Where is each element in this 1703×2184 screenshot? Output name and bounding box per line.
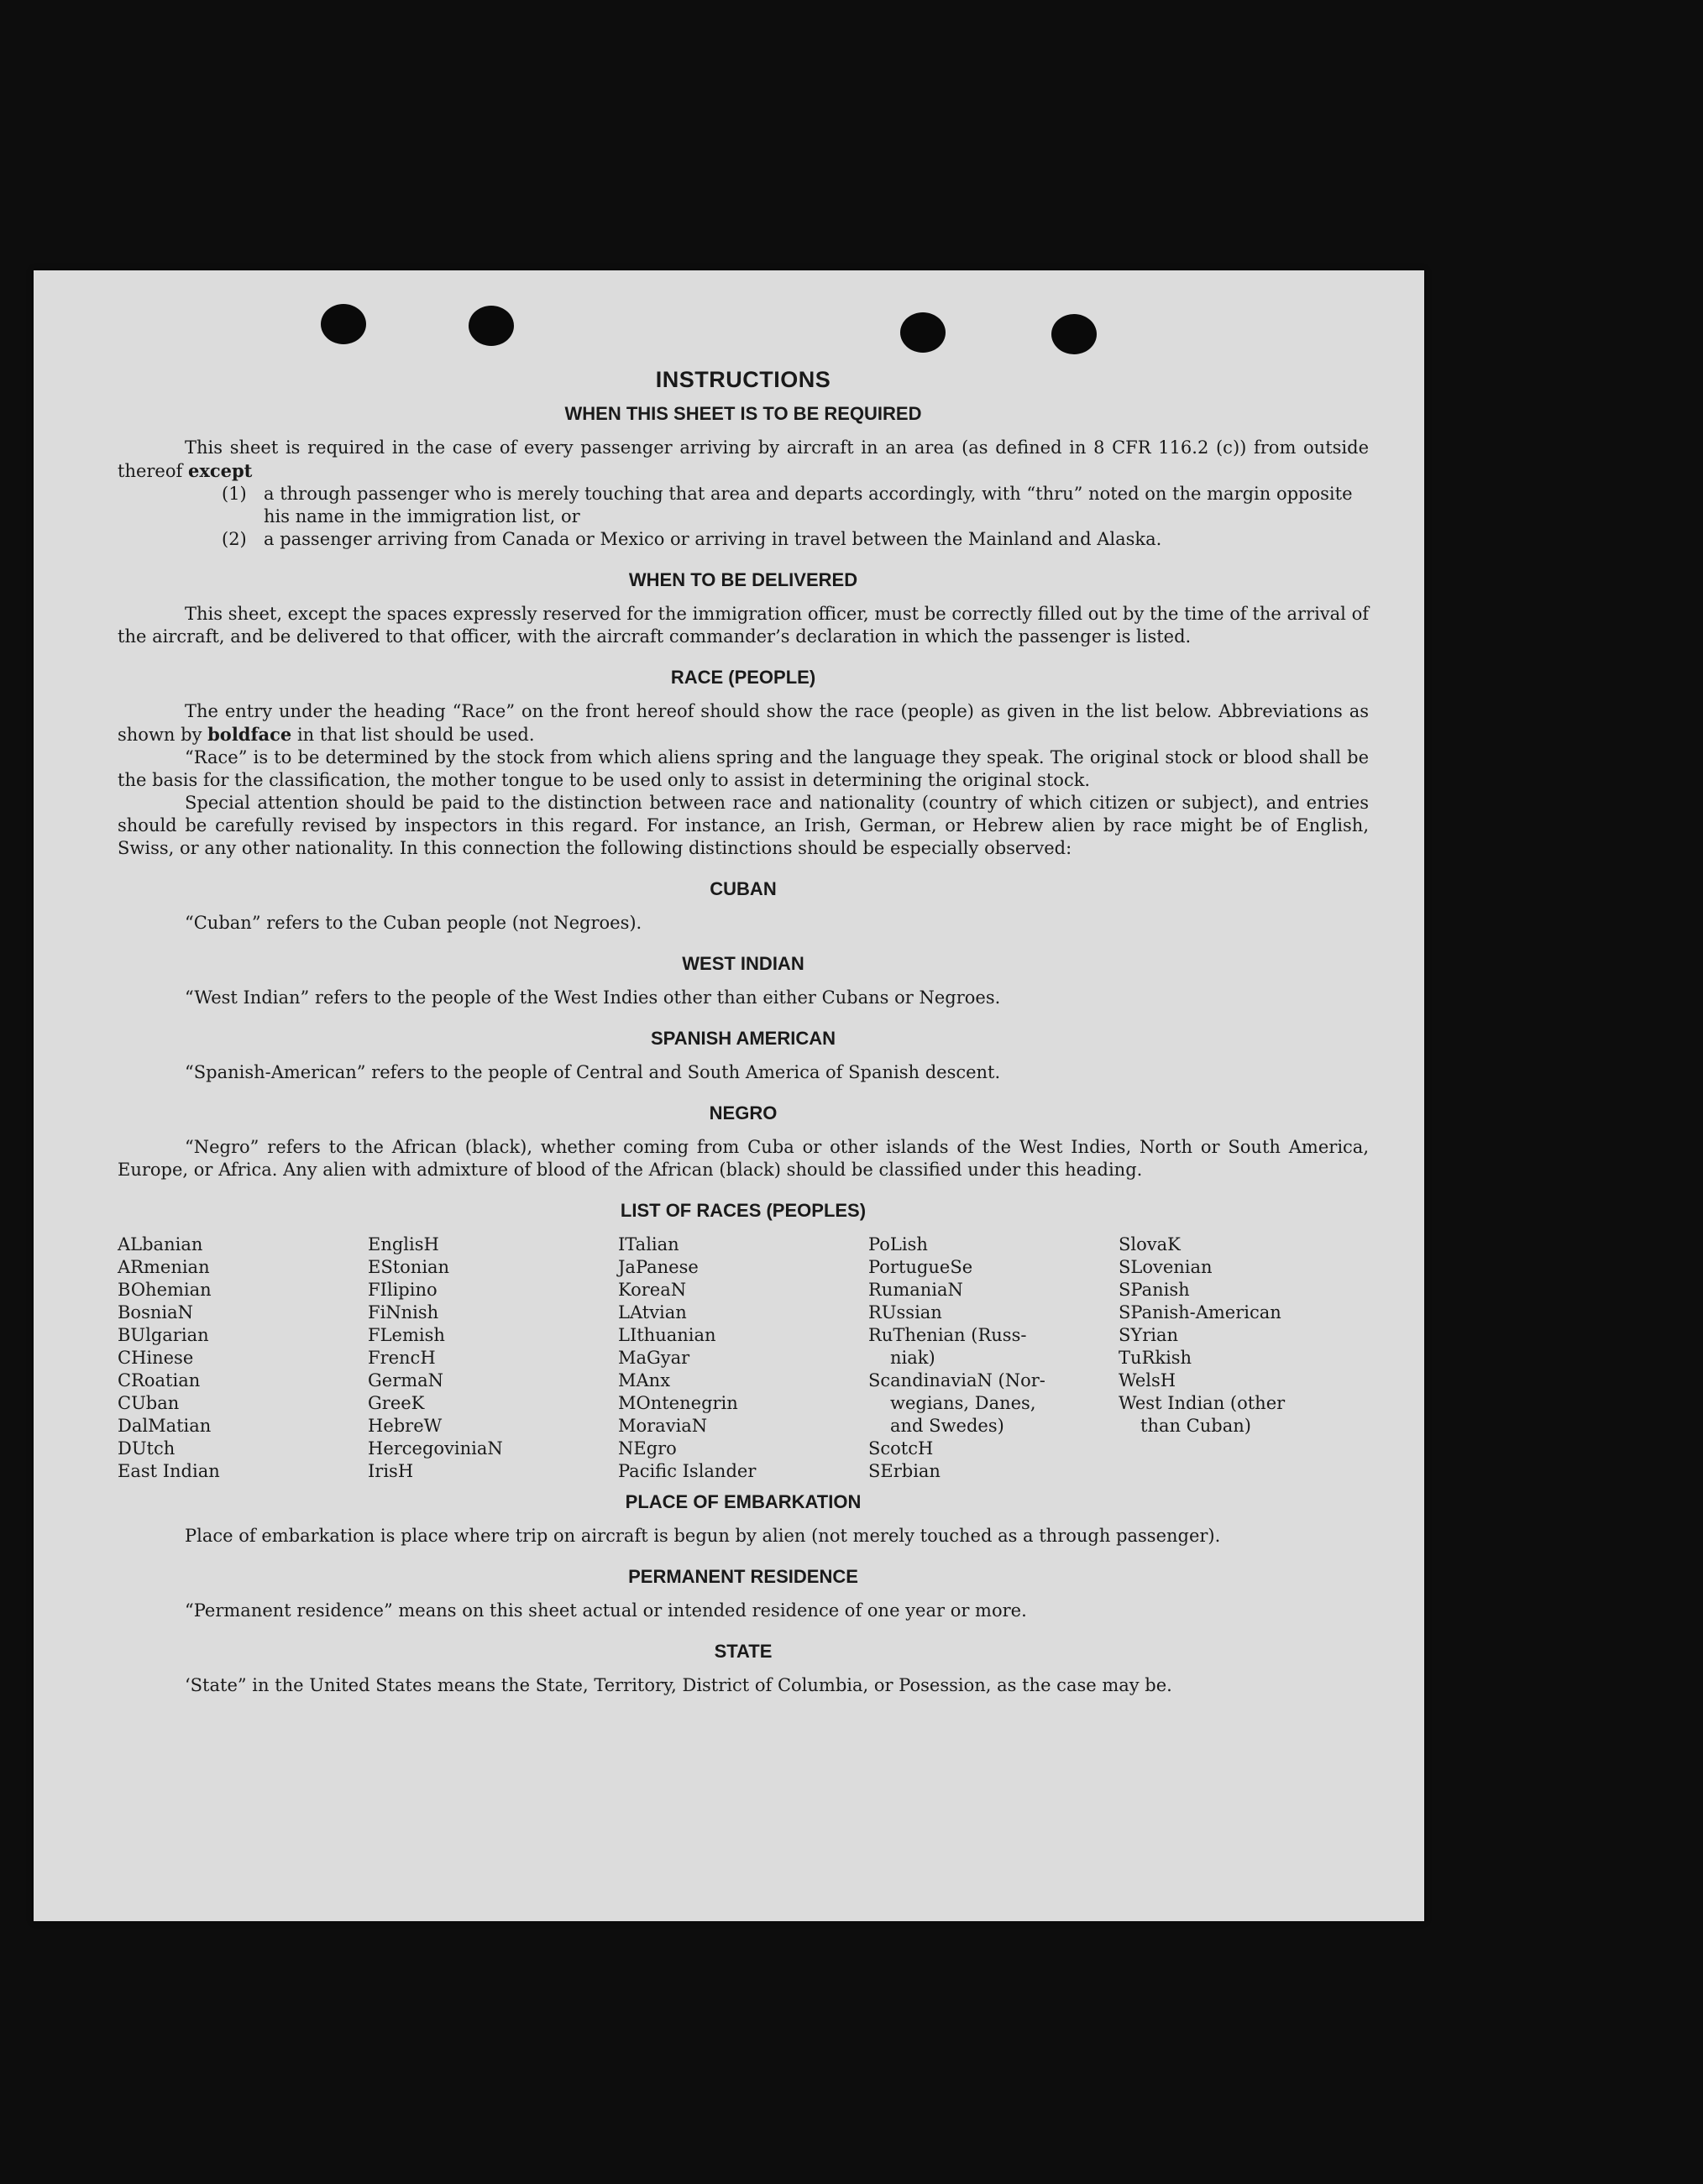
race-entry: SYrian: [1119, 1325, 1179, 1345]
race-paragraph-2: “Race” is to be determined by the stock from which aliens spring and the language they speak. The original stock or blood shall be the basis for the classification, the mother tongue to be used only to assist in determining the original stock.: [118, 747, 1369, 790]
race-entry: DUtch: [118, 1438, 176, 1459]
punch-hole: [321, 304, 366, 344]
race-entry: SPanish: [1119, 1280, 1190, 1300]
spanish-american-paragraph: “Spanish-American” refers to the people of Central and South America of Spanish descent.: [185, 1062, 1001, 1082]
race-entry: SLovenian: [1119, 1257, 1213, 1277]
heading-cuban: CUBAN: [710, 878, 777, 899]
race-entry: EnglisH: [368, 1234, 439, 1254]
race-entry-continued: and Swedes): [890, 1416, 1004, 1436]
race-entry: PoLish: [868, 1234, 928, 1254]
heading-negro: NEGRO: [709, 1102, 778, 1123]
heading-list-of-races: LIST OF RACES (PEOPLES): [620, 1200, 867, 1221]
race-entry: CUban: [118, 1393, 180, 1413]
race-entry: BOhemian: [118, 1280, 212, 1300]
races-column: [618, 1233, 868, 1483]
race-entry: MAnx: [618, 1370, 671, 1391]
race-entry: SlovaK: [1119, 1234, 1181, 1254]
race-entry: WelsH: [1119, 1370, 1176, 1391]
punch-hole: [900, 312, 946, 353]
punch-hole: [1051, 314, 1097, 354]
race-entry: CHinese: [118, 1348, 194, 1368]
embarkation-paragraph: Place of embarkation is place where trip on aircraft is begun by alien (not merely touched as a through passenger).: [185, 1526, 1221, 1546]
race-entry: BosniaN: [118, 1302, 193, 1322]
heading-delivered: WHEN TO BE DELIVERED: [628, 569, 858, 590]
race-entry: EStonian: [368, 1257, 450, 1277]
race-entry: BUlgarian: [118, 1325, 209, 1345]
race-entry: TuRkish: [1119, 1348, 1192, 1368]
race-entry: FiNnish: [368, 1302, 439, 1322]
race-entry: MOntenegrin: [618, 1393, 738, 1413]
race-entry-continued: than Cuban): [1140, 1416, 1251, 1436]
race-entry: HebreW: [368, 1416, 443, 1436]
race-entry: West Indian (other: [1119, 1393, 1286, 1413]
required-item: (2) a passenger arriving from Canada or Mexico or arriving in travel between the Mainland and Alaska.: [222, 529, 1162, 549]
race-entry: ITalian: [618, 1234, 679, 1254]
race-entry: KoreaN: [618, 1280, 687, 1300]
races-column: [368, 1233, 618, 1483]
race-entry: HercegoviniaN: [368, 1438, 503, 1459]
race-entry: JaPanese: [618, 1257, 699, 1277]
race-entry: MaGyar: [618, 1348, 690, 1368]
race-entry: FrencH: [368, 1348, 436, 1368]
race-entry: SPanish-American: [1119, 1302, 1281, 1322]
state-paragraph: ‘State” in the United States means the State, Territory, District of Columbia, or Posession, as the case may be.: [185, 1675, 1172, 1695]
races-list: [118, 1233, 1369, 1483]
instruction-sheet: [34, 270, 1424, 1921]
races-column: [868, 1233, 1119, 1483]
race-entry: RuThenian (Russ-: [868, 1325, 1027, 1345]
race-entry: IrisH: [368, 1461, 414, 1481]
race-entry: ARmenian: [118, 1257, 210, 1277]
required-paragraph: This sheet is required in the case of every passenger arriving by aircraft in an area (as defined in 8 CFR 116.2 (c)) from outside thereof except: [118, 437, 1369, 481]
race-paragraph-1: The entry under the heading “Race” on the front hereof should show the race (people) as given in the list below. Abbreviations as shown by boldface in that list should be used.: [118, 701, 1369, 745]
races-column: [118, 1233, 368, 1483]
delivered-paragraph: This sheet, except the spaces expressly reserved for the immigration officer, must be correctly filled out by the time of the arrival of the aircraft, and be delivered to that officer, with the aircraft commander’s declaration in which the passenger is listed.: [118, 604, 1369, 647]
race-entry: LAtvian: [618, 1302, 687, 1322]
required-item: (1) a through passenger who is merely touching that area and departs accordingly, with “thru” noted on the margin opposite his name in the immigration list, or: [222, 484, 1353, 526]
race-entry: CRoatian: [118, 1370, 201, 1391]
heading-spanish-american: SPANISH AMERICAN: [650, 1028, 836, 1049]
instructions-content: [118, 367, 1369, 1697]
heading-state: STATE: [714, 1641, 773, 1662]
race-entry: LIthuanian: [618, 1325, 716, 1345]
heading-residence: PERMANENT RESIDENCE: [628, 1566, 858, 1587]
heading-race: RACE (PEOPLE): [670, 667, 816, 688]
heading-embarkation: PLACE OF EMBARKATION: [625, 1491, 862, 1512]
races-column: [1119, 1233, 1369, 1483]
race-entry: SErbian: [868, 1461, 941, 1481]
race-entry: NEgro: [618, 1438, 677, 1459]
race-entry: RUssian: [868, 1302, 942, 1322]
race-entry: ScotcH: [868, 1438, 934, 1459]
race-entry: MoraviaN: [618, 1416, 708, 1436]
race-entry: ScandinaviaN (Nor-: [868, 1370, 1045, 1391]
race-entry: GermaN: [368, 1370, 444, 1391]
race-entry: Pacific Islander: [618, 1461, 757, 1481]
negro-paragraph: “Negro” refers to the African (black), whether coming from Cuba or other islands of the West Indies, North or South America, Europe, or Africa. Any alien with admixture of blood of the African (black) should be classified under this heading.: [118, 1137, 1369, 1180]
cuban-paragraph: “Cuban” refers to the Cuban people (not Negroes).: [185, 913, 642, 933]
race-entry: FIlipino: [368, 1280, 438, 1300]
heading-required: WHEN THIS SHEET IS TO BE REQUIRED: [564, 403, 922, 424]
page-title: INSTRUCTIONS: [655, 367, 831, 392]
race-entry-continued: wegians, Danes,: [890, 1393, 1036, 1413]
west-indian-paragraph: “West Indian” refers to the people of the West Indies other than either Cubans or Negroes.: [185, 987, 1001, 1008]
race-paragraph-3: Special attention should be paid to the distinction between race and nationality (country of which citizen or subject), and entries should be carefully revised by inspectors in this regard. For instance, an Irish, German, or Hebrew alien by race might be of English, Swiss, or any other nationality. In this connection the following distinctions should be especially observed:: [118, 793, 1369, 858]
race-entry: RumaniaN: [868, 1280, 963, 1300]
race-entry: GreeK: [368, 1393, 425, 1413]
race-entry: FLemish: [368, 1325, 445, 1345]
race-entry: East Indian: [118, 1461, 220, 1481]
race-entry: ALbanian: [118, 1234, 203, 1254]
race-entry: PortugueSe: [868, 1257, 973, 1277]
race-entry-continued: niak): [890, 1348, 935, 1368]
heading-west-indian: WEST INDIAN: [682, 953, 804, 974]
race-entry: DalMatian: [118, 1416, 212, 1436]
punch-hole: [469, 306, 514, 346]
residence-paragraph: “Permanent residence” means on this sheet actual or intended residence of one year or more.: [185, 1600, 1027, 1621]
